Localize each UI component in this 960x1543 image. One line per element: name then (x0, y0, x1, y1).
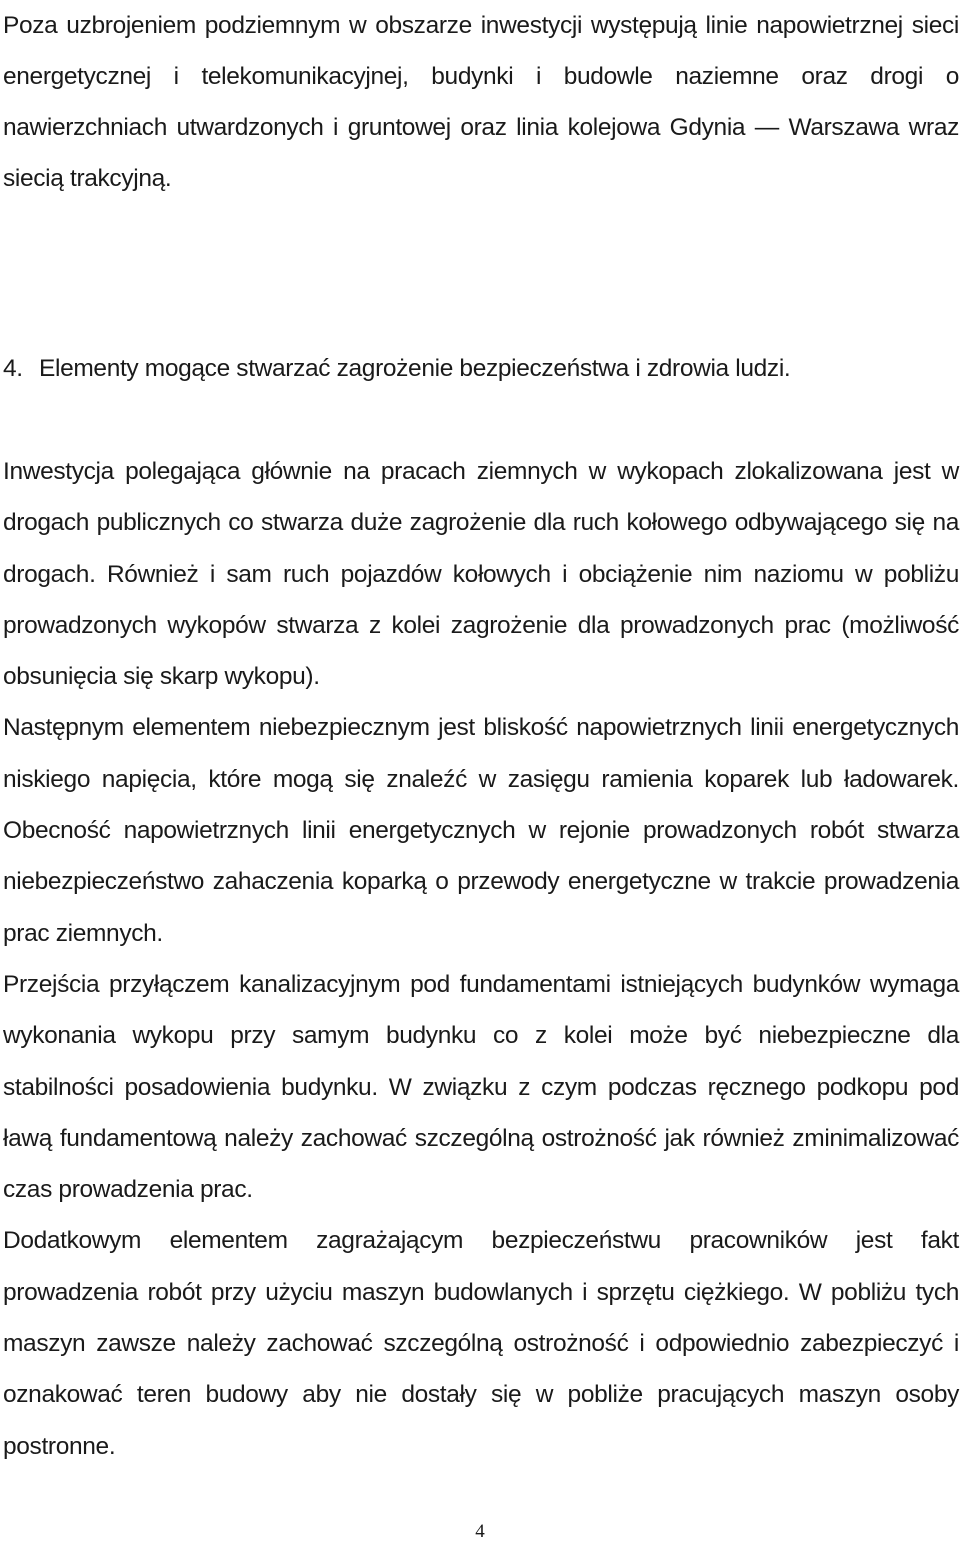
section-heading (3, 343, 790, 394)
paragraph-heavy-machinery: Dodatkowym elementem zagrażającym bezpieczeństwu pracowników jest fakt prowadzenia robót przy użyciu maszyn budowlanych i sprzętu ciężkiego. W pobliżu tych maszyn zawsze należy zachować szczególną ostrożność i odpowiednio zabezpieczyć i oznakować teren budowy aby nie dostały się w pobliże pracujących maszyn osoby postronne. (3, 1227, 959, 1460)
section-body (3, 446, 959, 1472)
section-number: 4. (3, 355, 23, 382)
paragraph-traffic-hazard: Inwestycja polegająca głównie na pracach ziemnych w wykopach zlokalizowana jest w drogach publicznych co stwarza duże zagrożenie dla ruch kołowego odbywającego się na drogach. Również i sam ruch pojazdów kołowych i obciążenie nim naziomu w pobliżu prowadzonych wykopów stwarza z kolei zagrożenie dla prowadzonych prac (możliwość obsunięcia się skarp wykopu). (3, 458, 959, 691)
paragraph-sewer-connection: Przejścia przyłączem kanalizacyjnym pod fundamentami istniejących budynków wymaga wykonania wykopu przy samym budynku co z kolei może być niebezpieczne dla stabilności posadowienia budynku. W związku z czym podczas ręcznego podkopu pod ławą fundamentową należy zachować szczególną ostrożność jak również zminimalizować czas prowadzenia prac. (3, 970, 959, 1204)
page-number: 4 (475, 1521, 485, 1542)
paragraph-power-lines: Następnym elementem niebezpiecznym jest bliskość napowietrznych linii energetycznych niskiego napięcia, które mogą się znaleźć w zasięgu ramienia koparek lub ładowarek. Obecność napowietrznych linii energetycznych w rejonie prowadzonych robót stwarza niebezpieczeństwo zahaczenia koparką o przewody energetyczne w trakcie prowadzenia prac ziemnych. (3, 714, 959, 947)
section-title: Elementy mogące stwarzać zagrożenie bezpieczeństwa i zdrowia ludzi. (39, 355, 791, 382)
intro-paragraph: Poza uzbrojeniem podziemnym w obszarze inwestycji występują linie napowietrznej sieci energetycznej i telekomunikacyjnej, budynki i budowle naziemne oraz drogi o nawierzchniach utwardzonych i gruntowej oraz linia kolejowa Gdynia — Warszawa wraz siecią trakcyjną. (3, 12, 959, 192)
